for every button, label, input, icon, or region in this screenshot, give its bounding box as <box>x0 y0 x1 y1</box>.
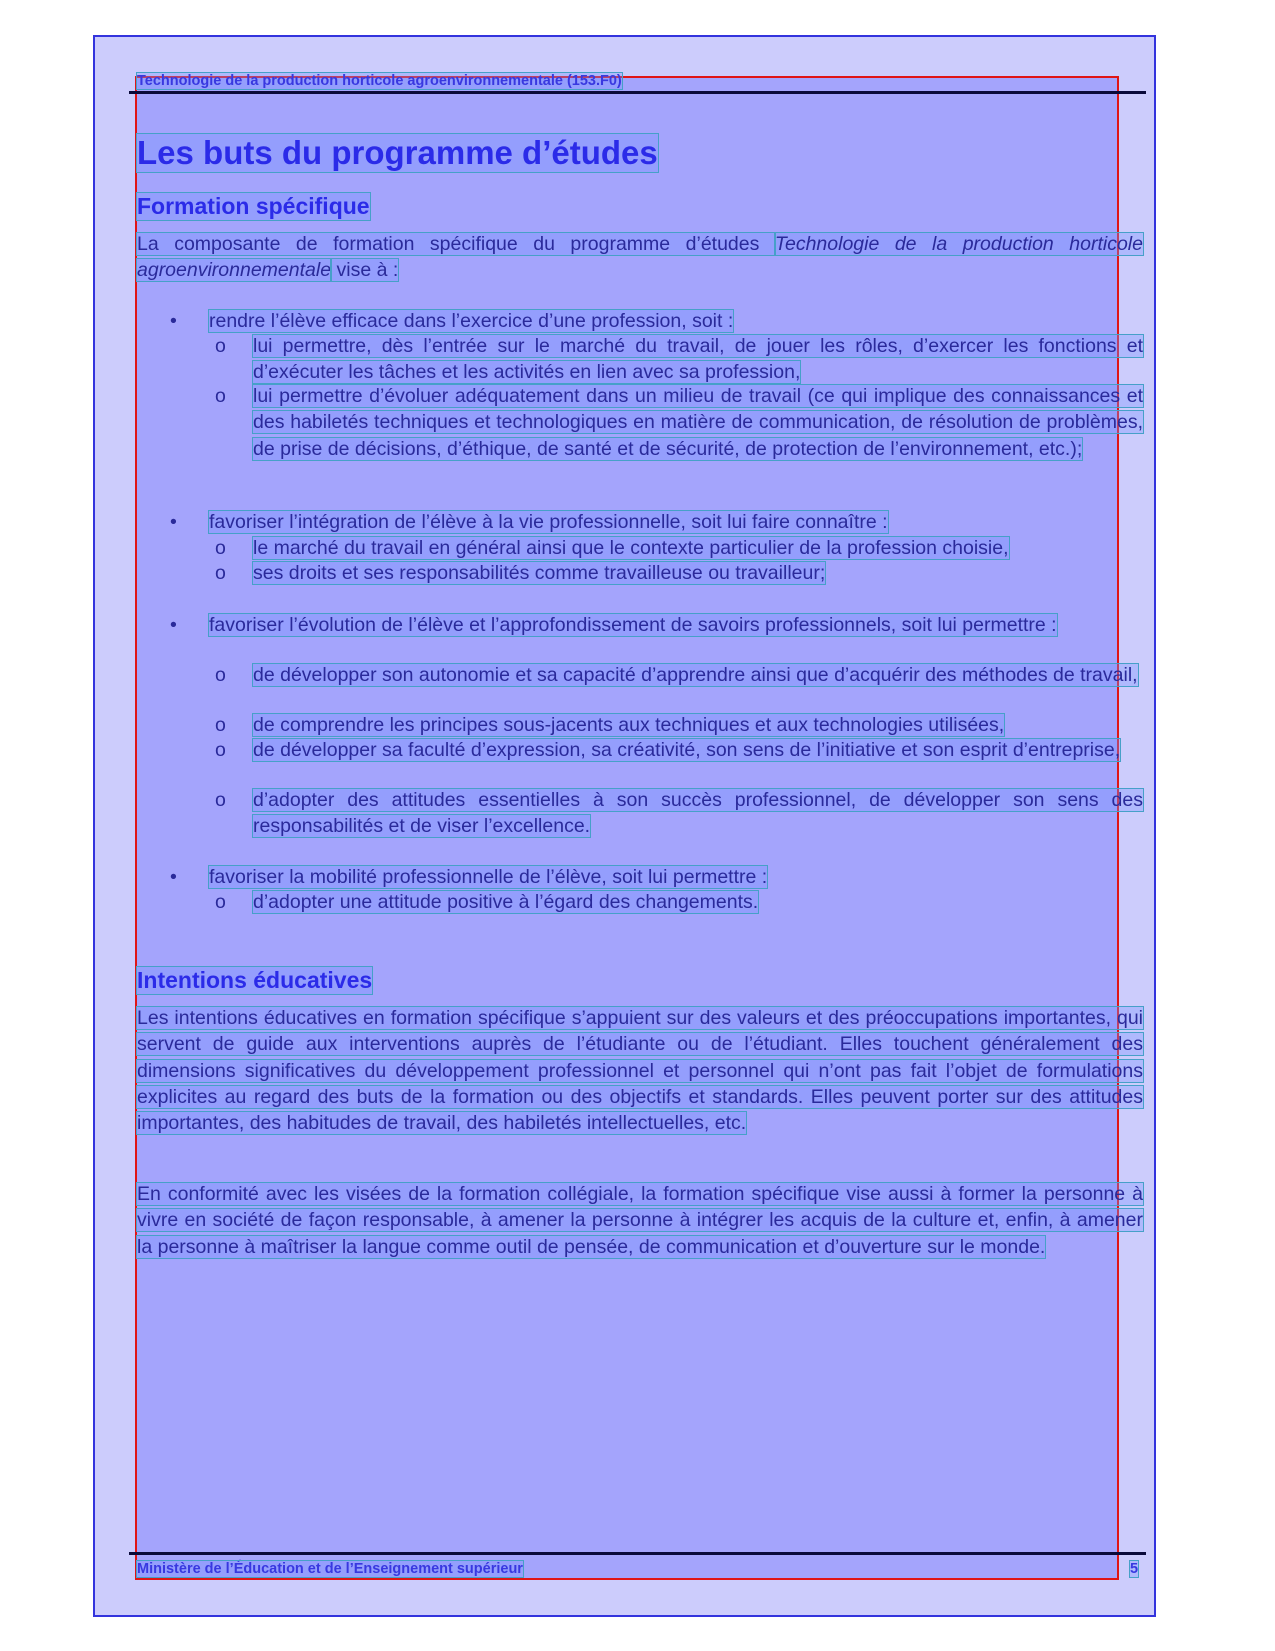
goal-3-item-4-text: d’adopter des attitudes essentielles à son succès professionnel, de développer son sens des responsabilités et de viser l’excellence. <box>253 789 1143 838</box>
section-subtitle-formation: Formation spécifique <box>137 193 370 219</box>
goal-3-item-3-text: de développer sa faculté d’expression, sa créativité, son sens de l’initiative et son esprit d’entreprise, <box>253 739 1121 761</box>
goal-2-item-1-text: le marché du travail en général ainsi que le contexte particulier de la profession choisie, <box>253 537 1009 559</box>
goal-1-item-1-text: lui permettre, dès l’entrée sur le marché du travail, de jouer les rôles, d’exercer les fonctions et d’exécuter les tâches et les activités en lien avec sa profession, <box>253 335 1143 384</box>
intro-paragraph <box>137 231 1143 284</box>
goal-2-item-1 <box>253 535 1143 561</box>
sub-bullet-icon: o <box>215 739 226 761</box>
goal-3-item-1 <box>253 662 1143 688</box>
sub-bullet-icon: o <box>215 537 226 559</box>
program-name: Technologie de la production horticole agroenvironnementale <box>137 233 1143 282</box>
goal-1-item-2 <box>253 383 1143 462</box>
intentions-paragraph-1 <box>137 1005 1143 1136</box>
sub-bullet-icon: o <box>215 385 226 407</box>
sub-bullet-icon: o <box>215 664 226 686</box>
intentions-paragraph-2-text: En conformité avec les visées de la formation collégiale, la formation spécifique vise aussi à former la personne à vivre en société de façon responsable, à amener la personne à intégrer les acquis de la culture et, enfin, à amener la personne à maîtriser la langue comme outil de pensée, de communication et d’ouverture sur le monde. <box>137 1183 1143 1258</box>
page-number: 5 <box>1130 1561 1139 1577</box>
goal-4-text <box>209 864 1143 890</box>
sub-bullet-icon: o <box>215 891 226 913</box>
sub-bullet-icon: o <box>215 789 226 811</box>
intentions-paragraph-2 <box>137 1181 1143 1260</box>
intro-text-1: La composante de formation spécifique du programme d’études <box>137 233 775 255</box>
running-header: Technologie de la production horticole agroenvironnementale (153.F0) <box>137 73 622 89</box>
goal-3-item-3 <box>253 737 1143 763</box>
bullet-icon: • <box>170 511 177 533</box>
goal-1-text <box>209 308 1143 334</box>
goal-3-item-2-text: de comprendre les principes sous-jacents aux techniques et aux technologies utilisées, <box>253 714 1005 736</box>
goal-1-item-2-text: lui permettre d’évoluer adéquatement dans un milieu de travail (ce qui implique des connaissances et des habiletés techniques et technologiques en matière de communication, de résolution de problèmes, de prise de décisions, d’éthique, de santé et de sécurité, de protection de l’environnement, etc.); <box>253 385 1143 460</box>
sub-bullet-icon: o <box>215 335 226 357</box>
bullet-icon: • <box>170 310 177 332</box>
goal-3-label: favoriser l’évolution de l’élève et l’approfondissement de savoirs professionnels, soit lui permettre : <box>209 614 1057 636</box>
footer-ministry: Ministère de l’Éducation et de l’Enseignement supérieur <box>137 1561 523 1577</box>
goal-3-item-2 <box>253 712 1143 738</box>
goal-2-item-2-text: ses droits et ses responsabilités comme travailleuse ou travailleur; <box>253 562 826 584</box>
goal-4-item-1 <box>253 889 1143 915</box>
goal-4-item-1-text: d’adopter une attitude positive à l’égard des changements. <box>253 891 759 913</box>
goal-1-item-1 <box>253 333 1143 386</box>
bullet-icon: • <box>170 614 177 636</box>
header-rule <box>129 91 1146 94</box>
goal-2-item-2 <box>253 560 1143 586</box>
goal-2-text <box>209 509 1143 535</box>
page-title: Les buts du programme d’études <box>137 134 658 171</box>
sub-bullet-icon: o <box>215 714 226 736</box>
bullet-icon: • <box>170 866 177 888</box>
goal-2-label: favoriser l’intégration de l’élève à la vie professionnelle, soit lui faire connaître : <box>209 511 888 533</box>
intentions-paragraph-1-text: Les intentions éducatives en formation spécifique s’appuient sur des valeurs et des préoccupations importantes, qui servent de guide aux interventions auprès de l’étudiante ou de l’étudiant. Elles touchent généralement des dimensions significatives du développement professionnel et personnel qui n’ont pas fait l’objet de formulations explicites au regard des buts de la formation ou des objectifs et standards. Elles peuvent porter sur des attitudes importantes, des habitudes de travail, des habiletés intellectuelles, etc. <box>137 1007 1143 1135</box>
goal-3-text <box>209 612 1143 638</box>
goal-1-label: rendre l’élève efficace dans l’exercice d’une profession, soit : <box>209 310 734 332</box>
goal-3-item-1-text: de développer son autonomie et sa capacité d’apprendre ainsi que d’acquérir des méthodes de travail, <box>253 664 1138 686</box>
goal-4-label: favoriser la mobilité professionnelle de l’élève, soit lui permettre : <box>209 866 768 888</box>
intro-text-2: vise à : <box>331 259 399 282</box>
sub-bullet-icon: o <box>215 562 226 584</box>
footer-rule <box>129 1552 1146 1555</box>
goal-3-item-4 <box>253 787 1143 840</box>
section-subtitle-intentions: Intentions éducatives <box>137 967 373 993</box>
